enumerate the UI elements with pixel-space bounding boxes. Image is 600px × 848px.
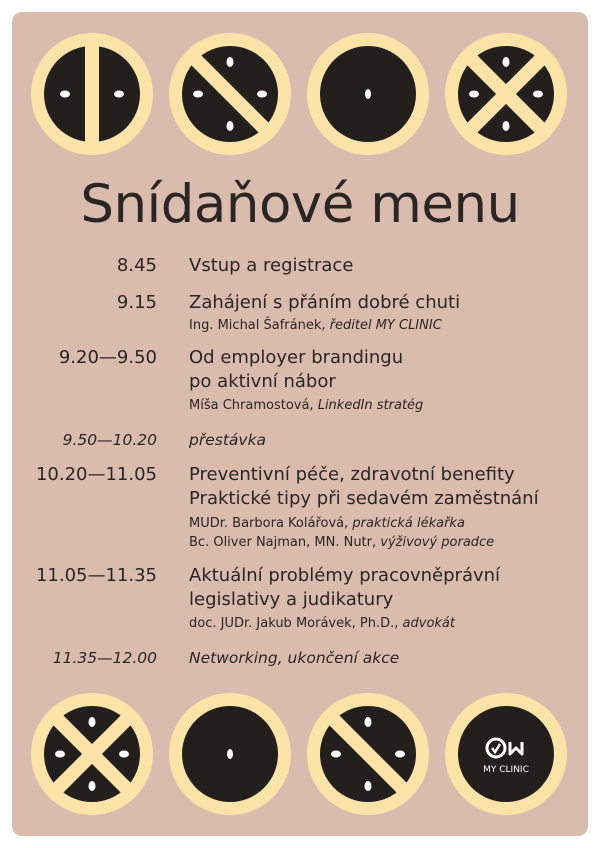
speaker — [189, 396, 584, 415]
poster-card — [12, 12, 588, 836]
bottom-plates-row — [12, 692, 588, 816]
schedule-time: 9.20—9.50 — [58, 347, 157, 368]
schedule-title: Zahájení s přáním dobré chuti — [189, 292, 461, 313]
plate-cross-icon — [444, 32, 568, 156]
page-title: Snídaňové menu — [80, 174, 520, 235]
schedule-title: Networking, ukončení akce — [189, 649, 400, 667]
plate-diagonal-line-icon — [168, 32, 292, 156]
schedule-title: Vstup a registrace — [189, 255, 354, 276]
speaker-role: LinkedIn stratég — [317, 398, 424, 413]
schedule-time: 11.35—12.00 — [52, 649, 157, 667]
speaker-name: Ing. Michal Šafránek, — [189, 318, 330, 333]
speaker-role: advokát — [402, 616, 455, 631]
speaker — [189, 614, 584, 633]
speaker-name: Bc. Oliver Najman, MN. Nutr, — [189, 535, 381, 550]
schedule-time: 8.45 — [116, 255, 157, 276]
schedule-title-line2: Praktické tipy při sedavém zaměstnání — [189, 488, 539, 509]
schedule-time: 9.15 — [116, 292, 157, 313]
plate-plain-icon — [306, 32, 430, 156]
plate-vertical-line-icon — [30, 32, 154, 156]
speaker-name: MUDr. Barbora Kolářová, — [189, 516, 353, 531]
logo-text: MY CLINIC — [483, 765, 529, 775]
plate-cross-icon — [30, 692, 154, 816]
schedule-time: 10.20—11.05 — [35, 464, 157, 485]
speaker — [189, 514, 584, 533]
speaker-name: doc. JUDr. Jakub Morávek, Ph.D., — [189, 616, 403, 631]
top-plates-row — [12, 32, 588, 156]
speaker-role: výživový poradce — [380, 535, 495, 550]
my-clinic-logo-icon — [444, 692, 568, 816]
speaker-name: Míša Chramostová, — [189, 398, 318, 413]
speaker-role: praktická lékařka — [352, 516, 465, 531]
plate-diagonal-line-icon — [306, 692, 430, 816]
speaker — [189, 533, 584, 552]
speaker — [189, 316, 584, 335]
schedule-time: 11.05—11.35 — [35, 565, 157, 586]
plate-plain-icon — [168, 692, 292, 816]
schedule-title: Preventivní péče, zdravotní benefity — [189, 464, 515, 485]
schedule-title: Aktuální problémy pracovněprávní — [189, 565, 501, 586]
schedule-title: Od employer brandingu — [189, 347, 404, 368]
schedule-title-line2: legislativy a judikatury — [189, 589, 394, 610]
schedule-title: přestávka — [189, 431, 267, 449]
schedule-title-line2: po aktivní nábor — [189, 371, 336, 392]
schedule-time: 9.50—10.20 — [62, 431, 157, 449]
speaker-role: ředitel MY CLINIC — [329, 318, 442, 333]
